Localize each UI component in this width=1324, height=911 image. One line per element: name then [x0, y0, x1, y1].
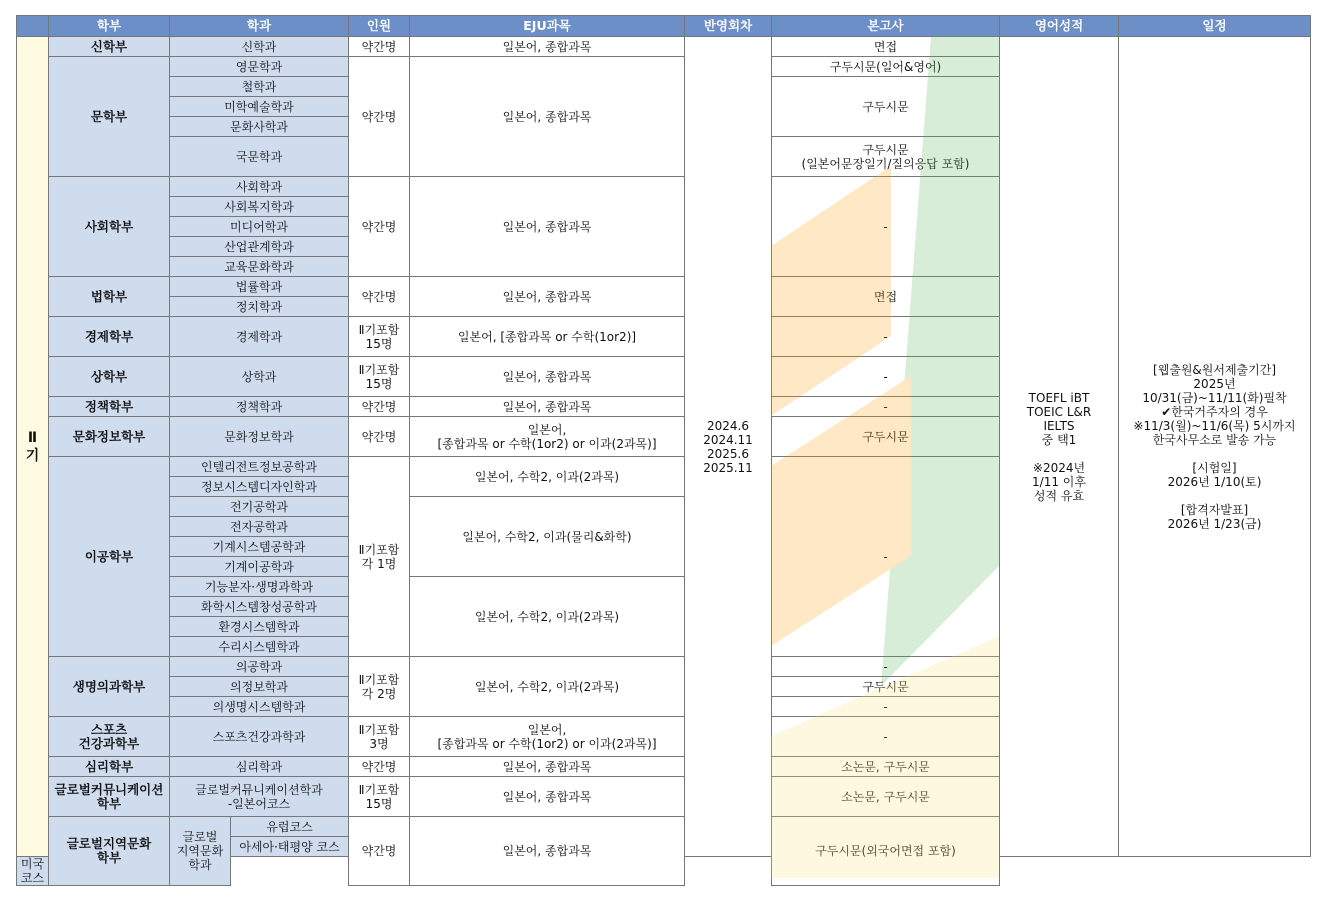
- quota-cell: Ⅱ기포함 15명: [349, 357, 410, 397]
- eju-cell: 일본어, 종합과목: [410, 37, 685, 57]
- main-exam-cell: -: [772, 397, 1000, 417]
- quota-cell: 약간명: [349, 817, 410, 886]
- quota-cell: Ⅱ기포함 3명: [349, 717, 410, 757]
- main-exam-cell: 면접: [772, 37, 1000, 57]
- main-exam-cell: -: [772, 177, 1000, 277]
- main-exam-cell: 소논문, 구두시문: [772, 777, 1000, 817]
- department-cell: 글로벌커뮤니케이션학과 -일본어코스: [170, 777, 349, 817]
- eju-cell: 일본어, [종합과목 or 수학(1or2)]: [410, 317, 685, 357]
- eju-cell: 일본어, 종합과목: [410, 357, 685, 397]
- header-sessions: 반영회차: [685, 16, 772, 37]
- eju-cell: 일본어, 종합과목: [410, 817, 685, 886]
- department-cell: 경제학과: [170, 317, 349, 357]
- department-cell: 기능분자·생명과학과: [170, 577, 349, 597]
- header-blank: [17, 16, 49, 37]
- admission-table-wrapper: [16, 15, 1310, 886]
- eju-cell: 일본어, [종합과목 or 수학(1or2) or 이과(2과목)]: [410, 717, 685, 757]
- table-row: [17, 37, 1311, 57]
- main-exam-cell: -: [772, 717, 1000, 757]
- main-exam-cell: 면접: [772, 277, 1000, 317]
- eju-sessions-cell: 2024.6 2024.11 2025.6 2025.11: [685, 37, 772, 857]
- schedule-cell: [웹출원&원서제출기간] 2025년 10/31(금)~11/11(화)필착 ✔한국거주자의 경우 ※11/3(월)~11/6(목) 5시까지 한국사무소로 발송 가능 [시험일] 2026년 1/10(토) [합격자발표] 2026년 1/23(금): [1119, 37, 1311, 857]
- department-cell: 국문학과: [170, 137, 349, 177]
- faculty-cell: 글로벌지역문화 학부: [49, 817, 170, 886]
- term-cell: Ⅱ 기: [17, 37, 49, 857]
- header-english: 영어성적: [1000, 16, 1119, 37]
- department-cell: 상학과: [170, 357, 349, 397]
- header-main-exam: 본고사: [772, 16, 1000, 37]
- quota-cell: 약간명: [349, 277, 410, 317]
- department-cell: 철학과: [170, 77, 349, 97]
- faculty-cell: 문학부: [49, 57, 170, 177]
- header-eju: EJU과목: [410, 16, 685, 37]
- course-cell: 미국 코스: [17, 857, 49, 886]
- department-cell: 의정보학과: [170, 677, 349, 697]
- faculty-cell: 심리학부: [49, 757, 170, 777]
- faculty-cell: 상학부: [49, 357, 170, 397]
- department-cell: 영문학과: [170, 57, 349, 77]
- eju-cell: 일본어, 종합과목: [410, 177, 685, 277]
- eju-cell: 일본어, 종합과목: [410, 57, 685, 177]
- quota-cell: Ⅱ기포함 각 1명: [349, 457, 410, 657]
- department-cell: 전기공학과: [170, 497, 349, 517]
- main-exam-cell: 구두시문: [772, 677, 1000, 697]
- course-cell: 아세아·태평양 코스: [231, 837, 349, 857]
- department-cell: 사회복지학과: [170, 197, 349, 217]
- faculty-cell: 이공학부: [49, 457, 170, 657]
- eju-cell: 일본어, 종합과목: [410, 757, 685, 777]
- department-cell: 환경시스템학과: [170, 617, 349, 637]
- quota-cell: 약간명: [349, 37, 410, 57]
- main-exam-cell: 구두시문(외국어면접 포함): [772, 817, 1000, 886]
- quota-cell: 약간명: [349, 177, 410, 277]
- main-exam-cell: -: [772, 457, 1000, 657]
- faculty-cell: 문화정보학부: [49, 417, 170, 457]
- course-cell: 유럽코스: [231, 817, 349, 837]
- header-department: 학과: [170, 16, 349, 37]
- english-cell: TOEFL iBT TOEIC L&R IELTS 중 택1 ※2024년 1/11 이후 성적 유효: [1000, 37, 1119, 857]
- eju-cell: 일본어, [종합과목 or 수학(1or2) or 이과(2과목)]: [410, 417, 685, 457]
- department-cell: 정보시스템디자인학과: [170, 477, 349, 497]
- faculty-cell: 정책학부: [49, 397, 170, 417]
- main-exam-cell: -: [772, 657, 1000, 677]
- department-cell: 신학과: [170, 37, 349, 57]
- department-cell: 산업관계학과: [170, 237, 349, 257]
- eju-cell: 일본어, 종합과목: [410, 277, 685, 317]
- department-cell: 사회학과: [170, 177, 349, 197]
- department-cell: 화학시스템창성공학과: [170, 597, 349, 617]
- header-schedule: 일정: [1119, 16, 1311, 37]
- department-cell: 미학예술학과: [170, 97, 349, 117]
- header-row: [17, 16, 1311, 37]
- faculty-cell: 생명의과학부: [49, 657, 170, 717]
- department-cell: 인텔리전트정보공학과: [170, 457, 349, 477]
- header-faculty: 학부: [49, 16, 170, 37]
- faculty-cell: 글로벌커뮤니케이션 학부: [49, 777, 170, 817]
- department-cell: 스포츠건강과학과: [170, 717, 349, 757]
- department-cell: 교육문화학과: [170, 257, 349, 277]
- main-exam-cell: -: [772, 697, 1000, 717]
- eju-cell: 일본어, 종합과목: [410, 397, 685, 417]
- department-cell: 심리학과: [170, 757, 349, 777]
- eju-cell: 일본어, 수학2, 이과(2과목): [410, 577, 685, 657]
- department-cell: 미디어학과: [170, 217, 349, 237]
- department-cell: 기계이공학과: [170, 557, 349, 577]
- eju-cell: 일본어, 수학2, 이과(2과목): [410, 457, 685, 497]
- quota-cell: 약간명: [349, 417, 410, 457]
- department-cell: 수리시스템학과: [170, 637, 349, 657]
- main-exam-cell: 구두시문: [772, 77, 1000, 137]
- header-quota: 인원: [349, 16, 410, 37]
- quota-cell: 약간명: [349, 397, 410, 417]
- department-cell: 문화정보학과: [170, 417, 349, 457]
- department-cell: 문화사학과: [170, 117, 349, 137]
- quota-cell: Ⅱ기포함 각 2명: [349, 657, 410, 717]
- quota-cell: Ⅱ기포함 15명: [349, 317, 410, 357]
- main-exam-cell: 구두시문(일어&영어): [772, 57, 1000, 77]
- admission-table: [16, 15, 1311, 886]
- department-cell: 전자공학과: [170, 517, 349, 537]
- main-exam-cell: 소논문, 구두시문: [772, 757, 1000, 777]
- department-cell: 법률학과: [170, 277, 349, 297]
- eju-cell: 일본어, 수학2, 이과(물리&화학): [410, 497, 685, 577]
- quota-cell: Ⅱ기포함 15명: [349, 777, 410, 817]
- faculty-cell: 법학부: [49, 277, 170, 317]
- department-cell: 정책학과: [170, 397, 349, 417]
- faculty-cell: 경제학부: [49, 317, 170, 357]
- main-exam-cell: -: [772, 317, 1000, 357]
- department-cell: 의공학과: [170, 657, 349, 677]
- faculty-cell: 사회학부: [49, 177, 170, 277]
- eju-cell: 일본어, 종합과목: [410, 777, 685, 817]
- quota-cell: 약간명: [349, 57, 410, 177]
- main-exam-cell: 구두시문 (일본어문장일기/질의응답 포함): [772, 137, 1000, 177]
- department-cell: 의생명시스템학과: [170, 697, 349, 717]
- department-cell: 정치학과: [170, 297, 349, 317]
- department-cell: 글로벌 지역문화 학과: [170, 817, 231, 886]
- main-exam-cell: -: [772, 357, 1000, 397]
- faculty-cell: 스포츠 건강과학부: [49, 717, 170, 757]
- department-cell: 기계시스템공학과: [170, 537, 349, 557]
- quota-cell: 약간명: [349, 757, 410, 777]
- faculty-cell: 신학부: [49, 37, 170, 57]
- eju-cell: 일본어, 수학2, 이과(2과목): [410, 657, 685, 717]
- main-exam-cell: 구두시문: [772, 417, 1000, 457]
